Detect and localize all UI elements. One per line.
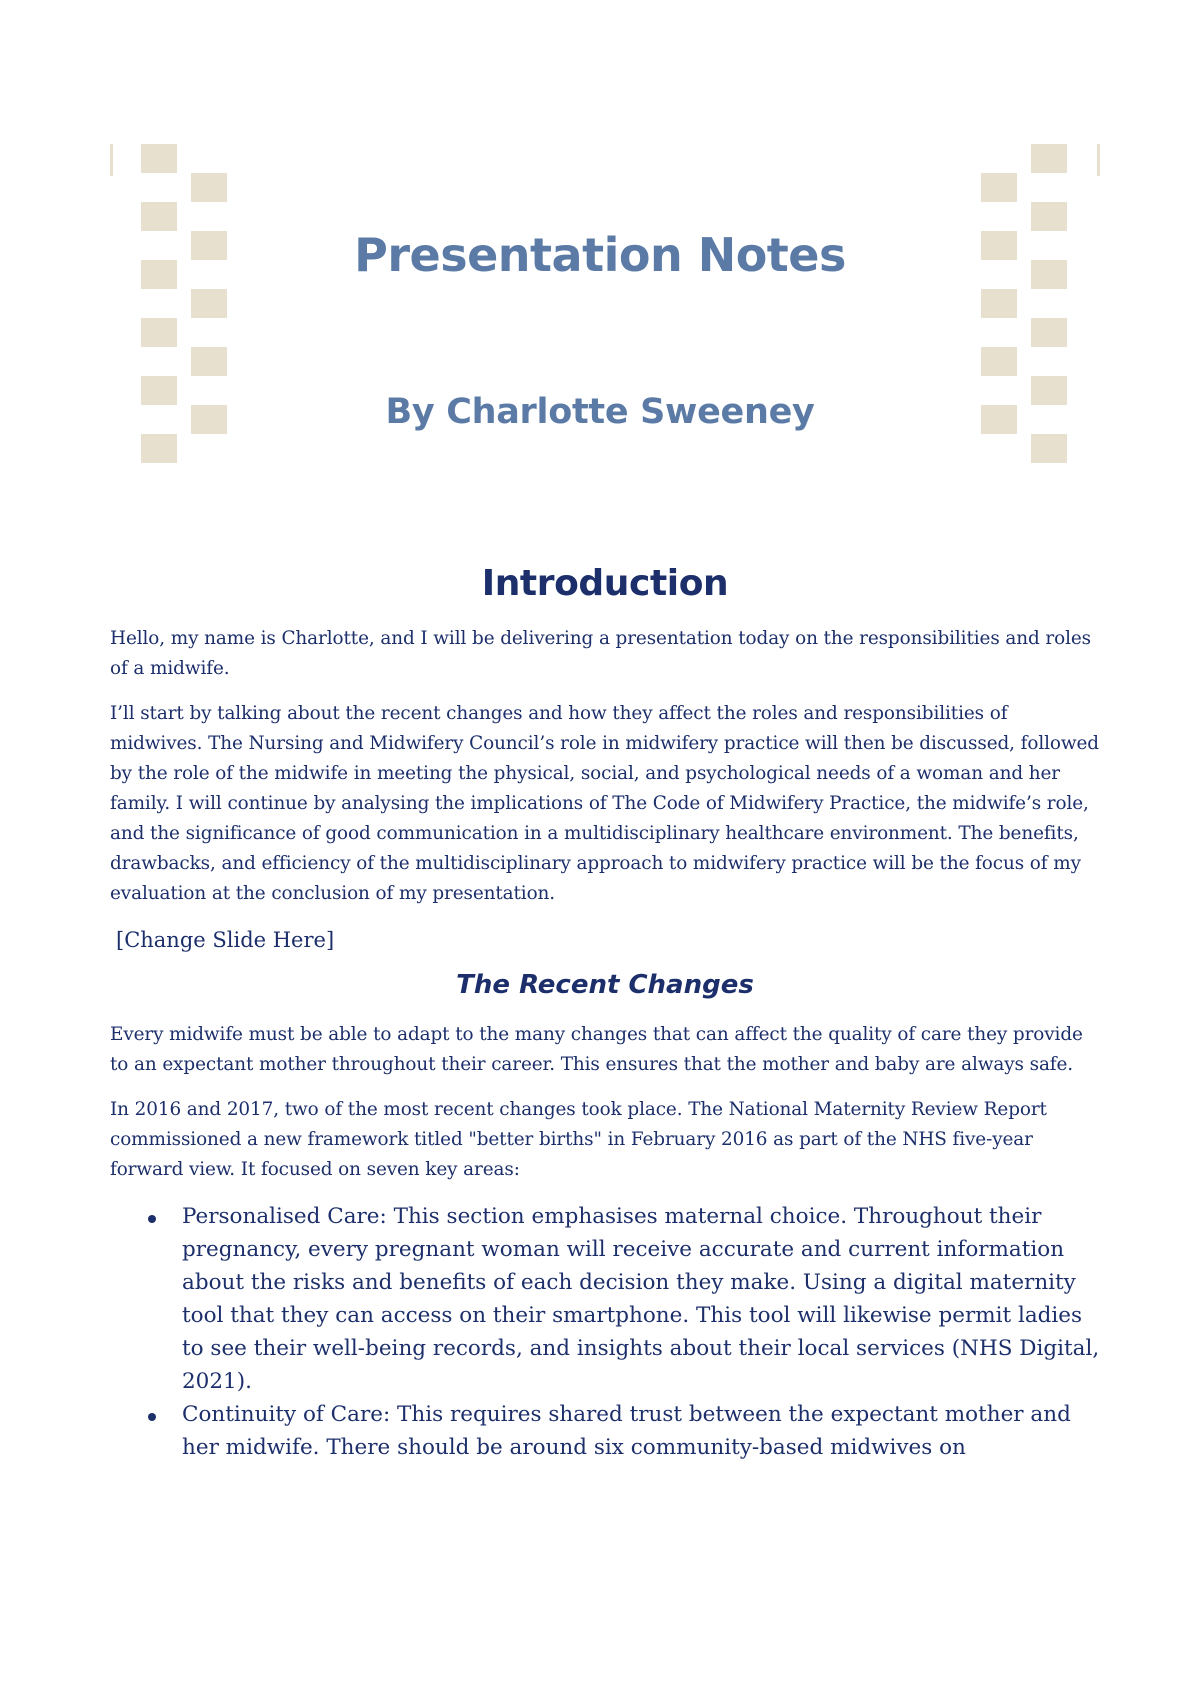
introduction-heading: Introduction	[481, 563, 729, 604]
list-item-text: Personalised Care: This section emphasises maternal choice. Throughout their pregnancy, every pregnant woman will receive accurate and current information about the risks and benefits of each decision they make. Using a digital maternity tool that they can access on their smartphone. This tool will likewise permit ladies to see their well-being records, and insights about their local services (NHS Digital, 2021).	[182, 1204, 1100, 1394]
document-title: Presentation Notes	[354, 228, 846, 282]
document-body	[110, 563, 1100, 1464]
bullet-icon	[148, 1215, 156, 1223]
intro-paragraph-1: Hello, my name is Charlotte, and I will be delivering a presentation today on the responsibilities and roles of a midwife.	[110, 628, 1091, 679]
recent-changes-heading: The Recent Changes	[456, 970, 754, 1000]
left-edge-decoration	[110, 144, 113, 176]
bullet-icon	[148, 1413, 156, 1421]
recent-changes-paragraph-2: In 2016 and 2017, two of the most recent changes took place. The National Maternity Review Report commissioned a new framework titled "better births" in February 2016 as part of the NHS five-year forward view. It focused on seven key areas:	[110, 1099, 1047, 1180]
list-item-text: Continuity of Care: This requires shared trust between the expectant mother and her midwife. There should be around six community-based midwives on	[182, 1402, 1071, 1460]
key-areas-list	[110, 1200, 1100, 1464]
list-item	[182, 1200, 1100, 1398]
author-line: By Charlotte Sweeney	[385, 392, 815, 432]
list-item	[182, 1398, 1100, 1464]
recent-changes-paragraph-1: Every midwife must be able to adapt to the many changes that can affect the quality of care they provide to an expectant mother throughout their career. This ensures that the mother and baby are always safe.	[110, 1024, 1083, 1075]
right-edge-decoration	[1097, 144, 1100, 176]
slide-change-note: [Change Slide Here]	[116, 928, 335, 952]
intro-paragraph-2: I’ll start by talking about the recent changes and how they affect the roles and responsibilities of midwives. The Nursing and Midwifery Council’s role in midwifery practice will then be discussed, followed by the role of the midwife in meeting the physical, social, and psychological needs of a woman and her family. I will continue by analysing the implications of The Code of Midwifery Practice, the midwife’s role, and the significance of good communication in a multidisciplinary healthcare environment. The benefits, drawbacks, and efficiency of the multidisciplinary approach to midwifery practice will be the focus of my evaluation at the conclusion of my presentation.	[110, 703, 1099, 904]
